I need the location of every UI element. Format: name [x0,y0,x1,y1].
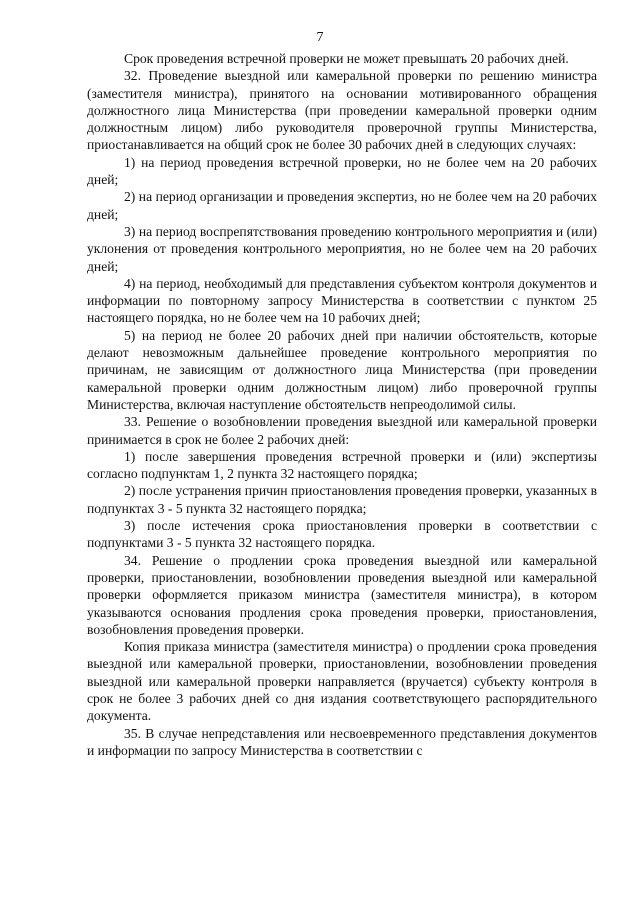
paragraph: 3) после истечения срока приостановления проверки в соответствии с подпунктами 3 - 5 пункта 32 настоящего порядка. [87,518,597,551]
paragraph: 2) после устранения причин приостановления проведения проверки, указанных в подпунктах 3 - 5 пункта 32 настоящего порядка; [87,483,597,516]
paragraph: 1) на период проведения встречной проверки, но не более чем на 20 рабочих дней; [87,154,597,188]
paragraph: Копия приказа министра (заместителя министра) о продлении срока проведения выездной или камеральной проверки, приостановлении, возобновлении проведения выездной или камеральной проверки направляется (вручается) субъекту контроля в срок не более 3 рабочих дней со дня издания соответствующего распорядительного документа. [87,639,597,724]
paragraph: 2) на период организации и проведения экспертиз, но не более чем на 20 рабочих дней; [87,189,597,222]
paragraph: 35. В случае непредставления или несвоевременного представления документов и информации по запросу Министерства в соответствии с [87,725,597,758]
paragraph: Срок проведения встречной проверки не может превышать 20 рабочих дней. [124,51,569,66]
document-body [87,50,597,759]
paragraph: 34. Решение о продлении срока проведения выездной или камеральной проверки, приостановлении, возобновлении проведения выездной или камеральной проверки оформляется приказом министра (заместителя министра), в котором указываются основания продления срока проведения проверки, приостановления, возобновления проведения проверки. [87,552,597,637]
paragraph: 5) на период не более 20 рабочих дней при наличии обстоятельств, которые делают невозможным дальнейшее проведение контрольного мероприятия по причинам, не зависящим от должностного лица Министерства (при проведении камеральной проверки одним должностным лицом) либо проверочной группы Министерства, включая наступление обстоятельств непреодолимой силы. [87,327,597,412]
paragraph: 33. Решение о возобновлении проведения выездной или камеральной проверки принимается в срок не более 2 рабочих дней: [87,414,597,447]
paragraph: 4) на период, необходимый для представления субъектом контроля документов и информации по повторному запросу Министерства в соответствии с пунктом 25 настоящего порядка, но не более чем на 10 рабочих дней; [87,275,597,326]
paragraph: 3) на период воспрепятствования проведению контрольного мероприятия и (или) уклонения от проведения контрольного мероприятия, но не более чем на 20 рабочих дней; [87,223,597,274]
paragraph: 1) после завершения проведения встречной проверки и (или) экспертизы согласно подпунктам 1, 2 пункта 32 настоящего порядка; [87,448,597,482]
paragraph: 32. Проведение выездной или камеральной проверки по решению министра (заместителя министра), принятого на основании мотивированного обращения должностного лица Министерства (при проведении камеральной проверки одним должностным лицом) либо руководителя проверочной группы Министерства, приостанавливается на общий срок не более 30 рабочих дней в следующих случаях: [87,68,597,153]
page-number: 7 [316,30,324,45]
